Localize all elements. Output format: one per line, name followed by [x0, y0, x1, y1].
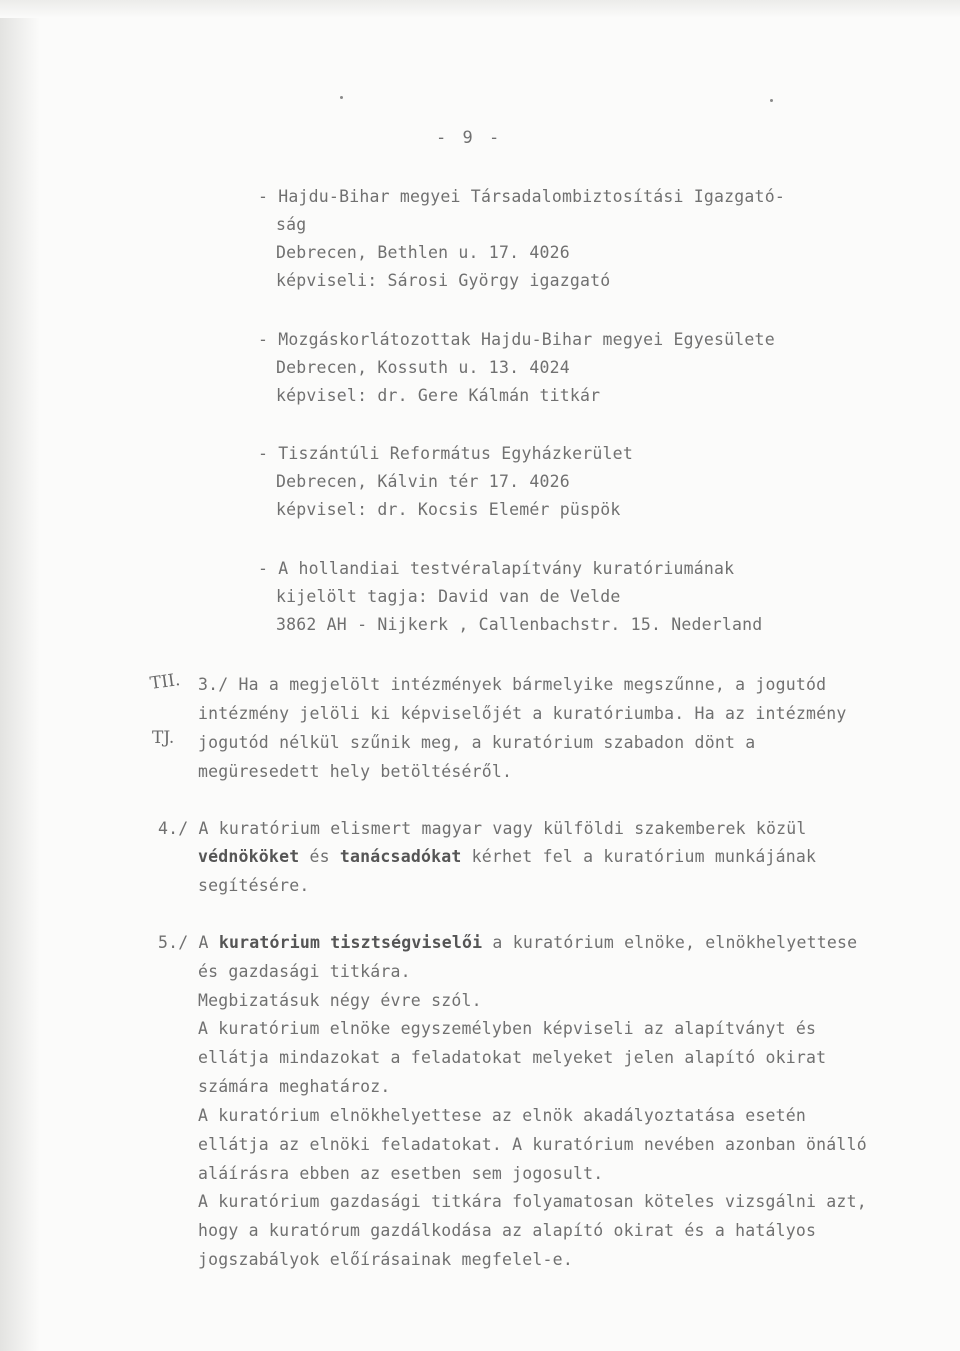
paragraph-line: hogy a kuratórum gazdálkodása az alapító okirat és a hatályos [198, 1221, 817, 1240]
list-item-line: - Tiszántúli Református Egyházkerület [258, 444, 633, 463]
list-item-line: képvisel: dr. Kocsis Elemér püspök [276, 500, 621, 519]
paragraph-line: jogszabályok előírásainak megfelel-e. [198, 1250, 573, 1269]
list-item-line: - A hollandiai testvéralapítvány kuratóriumának [258, 559, 735, 578]
bold-term: kuratórium tisztségviselői [218, 933, 483, 952]
bold-term: tanácsadókat [339, 847, 462, 866]
paragraph-line [158, 933, 857, 953]
paragraph-line: Megbizatásuk négy évre szól. [198, 991, 482, 1010]
list-item-line: - Hajdu-Bihar megyei Társadalombiztosítási Igazgató- [258, 187, 785, 206]
list-item-line: kijelölt tagja: David van de Velde [276, 587, 621, 606]
text-run: és [299, 847, 340, 866]
paragraph-line: ellátja az elnöki feladatokat. A kuratórium nevében azonban önálló [198, 1135, 867, 1154]
paragraph-line: ellátja mindazokat a feladatokat melyeket jelen alapító okirat [198, 1048, 827, 1067]
text-run: a kuratórium elnöke, elnökhelyettese [482, 933, 858, 952]
list-item-line: ság [276, 215, 307, 234]
paragraph-line: és gazdasági titkára. [198, 962, 411, 981]
scan-speck [340, 96, 343, 99]
paragraph-line: segítésére. [198, 876, 310, 895]
scan-top-shadow [0, 0, 960, 18]
paragraph-line: számára meghatároz. [198, 1077, 391, 1096]
paragraph-line: megüresedett hely betöltéséről. [198, 762, 513, 781]
paragraph-line: intézmény jelöli ki képviselőjét a kuratóriumba. Ha az intézmény [198, 704, 847, 723]
list-item-line: képvisel: dr. Gere Kálmán titkár [276, 386, 601, 405]
margin-annotation: TJ. [152, 728, 175, 748]
text-run: 5./ A [158, 933, 219, 952]
list-item-line: Debrecen, Bethlen u. 17. 4026 [276, 243, 570, 262]
paragraph-line: 3./ Ha a megjelölt intézmények bármelyike megszűnne, a jogutód [198, 675, 827, 694]
scan-speck [770, 99, 773, 102]
paragraph-line: 4./ A kuratórium elismert magyar vagy külföldi szakemberek közül [158, 819, 807, 838]
paragraph-line: jogutód nélkül szűnik meg, a kuratórium szabadon dönt a [198, 733, 756, 752]
text-run: kérhet fel a kuratórium munkájának [461, 847, 817, 866]
paragraph-line: A kuratórium gazdasági titkára folyamatosan köteles vizsgálni azt, [198, 1192, 867, 1211]
list-item-line: 3862 AH - Nijkerk , Callenbachstr. 15. Nederland [276, 615, 763, 634]
bold-term: védnököket [198, 847, 300, 866]
paragraph-line: aláírásra ebben az esetben sem jogosult. [198, 1164, 604, 1183]
paragraph-line [198, 847, 816, 867]
margin-annotation: TII. [148, 669, 182, 695]
paragraph-line: A kuratórium elnökhelyettese az elnök akadályoztatása esetén [198, 1106, 807, 1125]
list-item-line: - Mozgáskorlátozottak Hajdu-Bihar megyei Egyesülete [258, 330, 775, 349]
page-number: - 9 - [436, 128, 503, 148]
list-item-line: Debrecen, Kossuth u. 13. 4024 [276, 358, 570, 377]
paragraph-line: A kuratórium elnöke egyszemélyben képviseli az alapítványt és [198, 1019, 817, 1038]
list-item-line: Debrecen, Kálvin tér 17. 4026 [276, 472, 570, 491]
list-item-line: képviseli: Sárosi György igazgató [276, 271, 611, 290]
scan-edge-shadow [0, 0, 40, 1351]
